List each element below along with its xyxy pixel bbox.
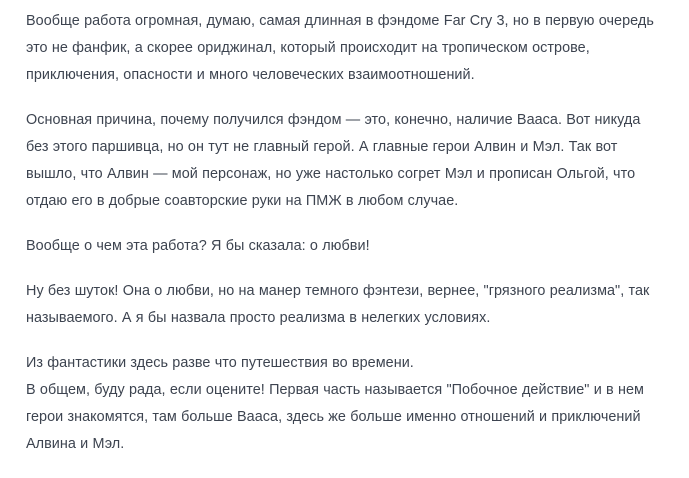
paragraph-5: Из фантастики здесь разве что путешествия во времени. (26, 355, 414, 371)
paragraph-1: Вообще работа огромная, думаю, самая длинная в фэндоме Far Cry 3, но в первую очередь это не фанфик, а скорее ориджинал, который происходит на тропическом острове, приключения, опасности и много человеческих взаимоотношений. (26, 13, 654, 83)
paragraph-6: В общем, буду рада, если оцените! Первая часть называется "Побочное действие" и в нем герои знакомятся, там больше Вааса, здесь же больше именно отношений и приключений Алвина и Мэл. (26, 382, 644, 452)
paragraph-2: Основная причина, почему получился фэндом — это, конечно, наличие Вааса. Вот никуда без этого паршивца, но он тут не главный герой. А главные герои Алвин и Мэл. Так вот вышло, что Алвин — мой персонаж, но уже настолько согрет Мэл и прописан Ольгой, что отдаю его в добрые соавторские руки на ПМЖ в любом случае. (26, 112, 641, 209)
paragraph-3: Вообще о чем эта работа? Я бы сказала: о любви! (26, 238, 370, 254)
paragraph-4: Ну без шуток! Она о любви, но на манер темного фэнтези, вернее, "грязного реализма", так называемого. А я бы назвала просто реализма в нелегких условиях. (26, 283, 650, 326)
